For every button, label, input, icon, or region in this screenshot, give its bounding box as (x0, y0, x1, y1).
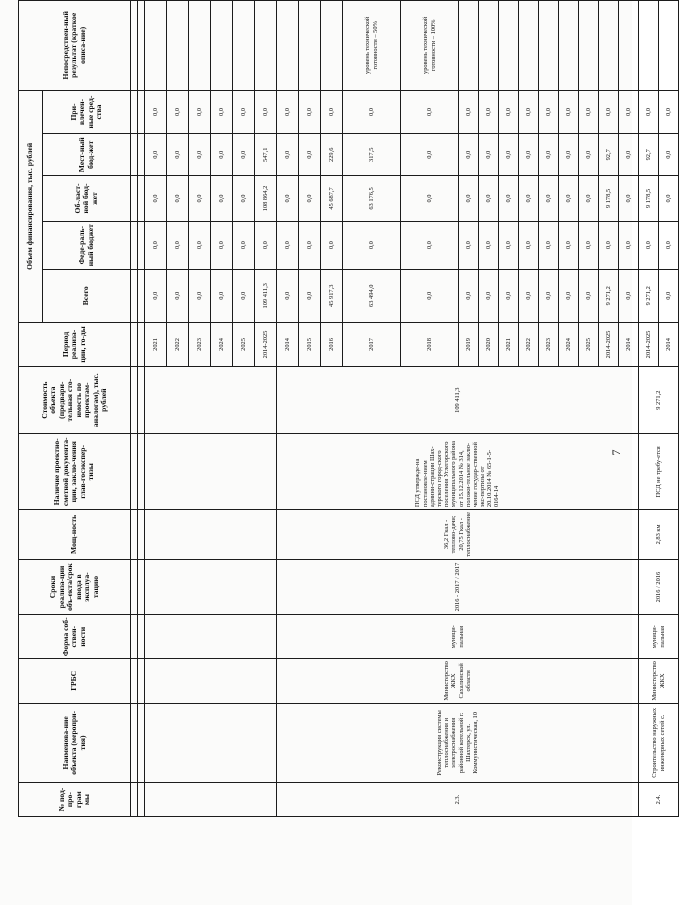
header-name: Наименова-ние объекта (меропри-тия) (19, 703, 131, 783)
result-2016: уровень технической готовности – 50% (343, 1, 401, 91)
header-local: Мест-ный бюд-жет (43, 134, 131, 176)
object-2-3-ownership: муници-пальная (277, 615, 639, 659)
object-2-4-term: 2016 / 2016 (639, 559, 679, 615)
table-row: 2025 0,0 0,0 0,0 0,0 0,0 (233, 1, 255, 817)
empty-row (131, 1, 138, 817)
header-grbs: ГРБС (19, 659, 131, 703)
table-row: 2024 0,0 0,0 0,0 0,0 0,0 (559, 1, 579, 817)
header-financing: Объем финансирования, тыс. рублей (19, 90, 43, 322)
result-2017: уровень технической готовности – 100% (401, 1, 459, 91)
header-attracted: При-влечен-ные сред-ства (43, 90, 131, 134)
table-row: 2023 0,0 0,0 0,0 0,0 0,0 (539, 1, 559, 817)
table-row: 2.3. Реконструкция системы теплоснабжения и электроснабжения районной котельной г. Шахтерск, ул. Коммунистическая, 10 Министерство ЖКХ Сахалинской области муници-пальная 2016 - 2017 / 2017 36,2 Гкал - теплово-дачи; 20,75 Гкал - теплоснабжение ПСД утвержде-на постановле-нием админи-страции Шах-терского город-ского поселения Углегорского муниципального района от 15.12.2014 № 314, положи-тельное заклю-чение государ-ственной экс-пертизы от 20.10.2014 № 65-1-5-0164-14 109 411,3 2014 0,0 0,0 0,0 0,0 0,0 (277, 1, 299, 817)
table-row: 2022 0,0 0,0 0,0 0,0 0,0 (519, 1, 539, 817)
object-2-4-number: 2.4. (639, 783, 679, 817)
header-cost: Стоимость объекта (предвари-тельная сто-имость по проектам-аналогам), тыс. рублей (19, 366, 131, 434)
object-2-3-term: 2016 - 2017 / 2017 (277, 559, 639, 615)
object-2-4-name: Строительство наружных инженерных сетей с. (639, 703, 679, 783)
header-result: Непосредствен-ный результат (краткое описа-ние) (19, 1, 131, 91)
table-row: 2018 0,0 0,0 0,0 0,0 0,0 уровень технической готовности – 100% (401, 1, 459, 817)
table-row: 2022 0,0 0,0 0,0 0,0 0,0 (167, 1, 189, 817)
table-row: 2014-2025 9 271,2 0,0 9 178,5 92,7 0,0 (599, 1, 619, 817)
empty-row (138, 1, 145, 817)
table-row: 2016 45 917,3 0,0 45 687,7 229,6 0,0 (321, 1, 343, 817)
header-total: Всего (43, 269, 131, 323)
object-2-3-grbs: Министерство ЖКХ Сахалинской области (277, 659, 639, 703)
header-federal: Феде-раль-ный бюджет (43, 221, 131, 269)
header-capacity: Мощ-ность (19, 510, 131, 560)
object-2-4-psd: ПСД не требу-ется (639, 434, 679, 510)
table-row: 2017 63 494,0 0,0 63 176,5 317,5 0,0 уровень технической готовности – 50% (343, 1, 401, 817)
table-row: 2020 0,0 0,0 0,0 0,0 0,0 (479, 1, 499, 817)
object-2-3-number: 2.3. (277, 783, 639, 817)
object-2-3-cost: 109 411,3 (277, 366, 639, 434)
header-psd: Наличие проектно-сметной документа-ции, заклю-чения глав-госэкспер-тизы (19, 434, 131, 510)
table-row: 2024 0,0 0,0 0,0 0,0 0,0 (211, 1, 233, 817)
financing-table (18, 0, 679, 817)
header-ownership: Форма соб-ствен-ности (19, 615, 131, 659)
table-row: 2014 0,0 0,0 0,0 0,0 0,0 (619, 1, 639, 817)
object-2-3-psd: ПСД утвержде-на постановле-нием админи-страции Шах-терского город-ского поселения Углегорского муниципального района от 15.12.2014 № 314, положи-тельное заклю-чение государ-ственной экс-пертизы от 20.10.2014 № 65-1-5-0164-14 (277, 434, 639, 510)
object-2-4-grbs: Министерство ЖКХ (639, 659, 679, 703)
object-2-4-cost: 9 271,2 (639, 366, 679, 434)
table-row: 2025 0,0 0,0 0,0 0,0 0,0 (579, 1, 599, 817)
object-2-4-ownership: муници-пальная (639, 615, 679, 659)
object-2-3-capacity: 36,2 Гкал - теплово-дачи; 20,75 Гкал - теплоснабжение (277, 510, 639, 560)
table-row: 2014-2025 109 411,3 0,0 108 864,2 547,1 0,0 (255, 1, 277, 817)
table-row: 2021 0,0 0,0 0,0 0,0 0,0 (499, 1, 519, 817)
header-regional: Об-ласт-ной бюд-жет (43, 176, 131, 222)
header-term: Сроки реализа-ции объ-екта/срок ввода в эксплуа-тацию (19, 559, 131, 615)
table-row: 2021 0,0 0,0 0,0 0,0 0,0 (145, 1, 167, 817)
table-row: 2023 0,0 0,0 0,0 0,0 0,0 (189, 1, 211, 817)
table-row: 2015 0,0 0,0 0,0 0,0 0,0 (299, 1, 321, 817)
header-period: Период реализа-ции, го-ды (19, 323, 131, 367)
table-row: 2014 0,0 0,0 0,0 0,0 0,0 (659, 1, 679, 817)
page-number: 7 (609, 449, 623, 456)
object-2-3-name: Реконструкция системы теплоснабжения и электроснабжения районной котельной г. Шахтерск, ул. Коммунистическая, 10 (277, 703, 639, 783)
header-num: № под-про-грам мы (19, 783, 131, 817)
table-row: 2.4. Строительство наружных инженерных сетей с. Министерство ЖКХ муници-пальная 2016 / 2016 2,83 км ПСД не требу-ется 9 271,2 2014-2025 9 271,2 0,0 9 178,5 92,7 0,0 (639, 1, 659, 817)
table-row: 2019 0,0 0,0 0,0 0,0 0,0 (459, 1, 479, 817)
object-2-4-capacity: 2,83 км (639, 510, 679, 560)
